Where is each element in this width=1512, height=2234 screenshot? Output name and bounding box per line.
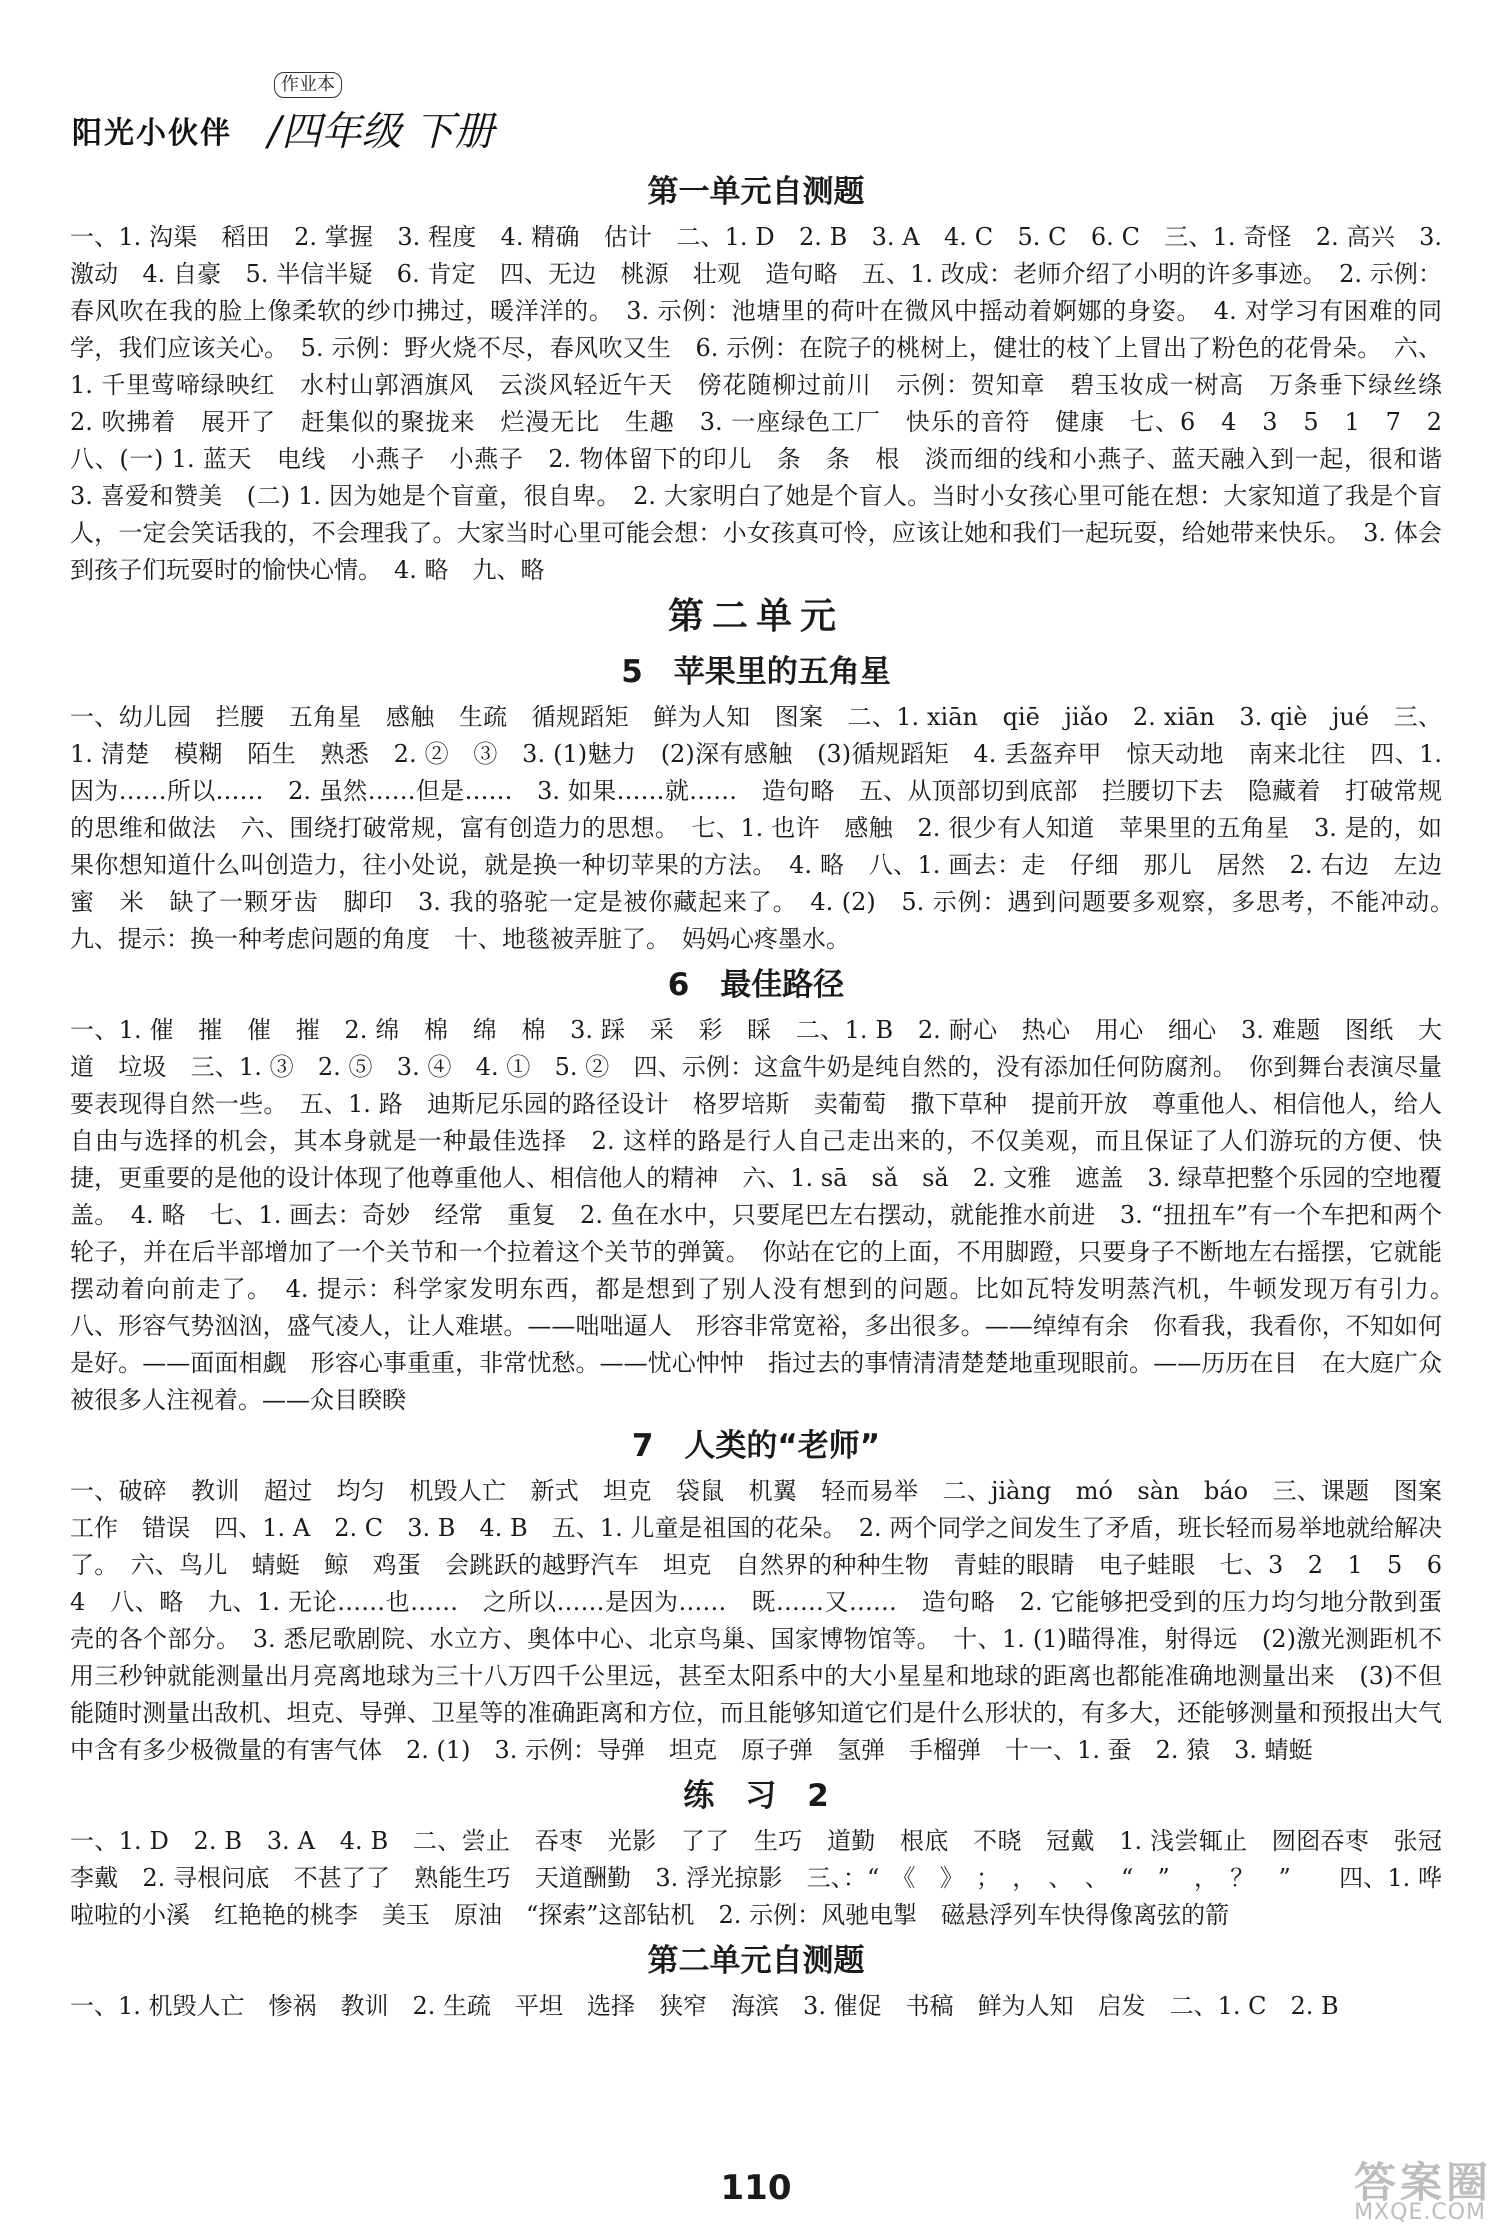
workbook-tag: 作业本 <box>274 72 342 98</box>
section-title-lesson7: 7 人类的“老师” <box>631 1428 881 1464</box>
answers-unit2-test: 一、1. 机毁人亡 惨祸 教训 2. 生疏 平坦 选择 狭窄 海滨 3. 催促 书稿 鲜为人知 启发 二、1. C 2. B <box>70 1992 1339 2020</box>
answers-lesson5: 一、幼儿园 拦腰 五角星 感触 生疏 循规蹈矩 鲜为人知 图案 二、1. xiān qiē jiǎo 2. xiān 3. qiè jué 三、1. 清楚 模糊 陌生 熟悉 2. ② ③ 3. (1)魅力 (2)深有感触 (3)循规蹈矩 4. 丢盔弃甲 惊天动地 南来北往 四、1. 因为……所以…… 2. 虽然……但是…… 3. 如果……就…… 造句略 五、从顶部切到底部 拦腰切下去 隐藏着 打破常规的思维和做法 六、围绕打破常规，富有创造力的思想。 七、1. 也许 感触 2. 很少有人知道 苹果里的五角星 3. 是的，如果你想知道什么叫创造力，往小处说，就是换一种切苹果的方法。 4. 略 八、1. 画去：走 仔细 那儿 居然 2. 右边 左边 蜜 米 缺了一颗牙齿 脚印 3. 我的骆驼一定是被你藏起来了。 4. (2) 5. 示例：遇到问题要多观察，多思考，不能冲动。 九、提示：换一种考虑问题的角度 十、地毯被弄脏了。 妈妈心疼墨水。 <box>70 703 1466 953</box>
watermark-logo: 答案圈 <box>1353 2158 1492 2207</box>
watermark <box>1262 2150 1492 2230</box>
grade-label: /四年级 下册 <box>268 109 495 155</box>
answer-content <box>70 165 1466 2025</box>
watermark-url: MXQE.COM <box>1354 2200 1486 2225</box>
section-title-unit1-test: 第一单元自测题 <box>647 174 865 210</box>
answers-lesson6: 一、1. 催 摧 催 摧 2. 绵 棉 绵 棉 3. 踩 采 彩 睬 二、1. B 2. 耐心 热心 用心 细心 3. 难题 图纸 大道 垃圾 三、1. ③ 2. ⑤ 3. ④ 4. ① 5. ② 四、示例：这盒牛奶是纯自然的，没有添加任何防腐剂。 你到舞台表演尽量要表现得自然一些。 五、1. 路 迪斯尼乐园的路径设计 格罗培斯 卖葡萄 撒下草种 提前开放 尊重他人、相信他人，给人自由与选择的机会，其本身就是一种最佳选择 2. 这样的路是行人自己走出来的，不仅美观，而且保证了人们游玩的方便、快捷，更重要的是他的设计体现了他尊重他人、相信他人的精神 六、1. sā sǎ sǎ 2. 文雅 遮盖 3. 绿草把整个乐园的空地覆盖。 4. 略 七、1. 画去：奇妙 经常 重复 2. 鱼在水中，只要尾巴左右摆动，就能推水前进 3. “扭扭车”有一个车把和两个轮子，并在后半部增加了一个关节和一个拉着这个关节的弹簧。 你站在它的上面，不用脚蹬，只要身子不断地左右摇摆，它就能摆动着向前走了。 4. 提示：科学家发明东西，都是想到了别人没有想到的问题。比如瓦特发明蒸汽机，牛顿发现万有引力。 八、形容气势汹汹，盛气凌人，让人难堪。——咄咄逼人 形容非常宽裕，多出很多。——绰绰有余 你看我，我看你，不知如何是好。——面面相觑 形容心事重重，非常忧愁。——忧心忡忡 指过去的事情清清楚楚地重现眼前。——历历在目 在大庭广众被很多人注视着。——众目睽睽 <box>70 1016 1466 1414</box>
answers-practice2: 一、1. D 2. B 3. A 4. B 二、尝止 吞枣 光影 了了 生巧 道勤 根底 不晓 冠戴 1. 浅尝辄止 囫囵吞枣 张冠李戴 2. 寻根问底 不甚了了 熟能生巧 天道酬勤 3. 浮光掠影 三、：“ 《 》 ； ， 、 、 “ ” ， ？ ” 四、1. 哗啦啦的小溪 红艳艳的桃李 美玉 原油 “探索”这部钻机 2. 示例：风驰电掣 磁悬浮列车快得像离弦的箭 <box>70 1827 1442 1929</box>
section-title-lesson6: 6 最佳路径 <box>667 967 845 1003</box>
brand-title: 阳光小伙伴 <box>72 116 232 151</box>
answers-lesson7: 一、破碎 教训 超过 均匀 机毁人亡 新式 坦克 袋鼠 机翼 轻而易举 二、jiàng mó sàn báo 三、课题 图案 工作 错误 四、1. A 2. C 3. B 4. B 五、1. 儿童是祖国的花朵。 2. 两个同学之间发生了矛盾，班长轻而易举地就给解决了。 六、鸟儿 蜻蜓 鲸 鸡蛋 会跳跃的越野汽车 坦克 自然界的种种生物 青蛙的眼睛 电子蛙眼 七、3 2 1 5 6 4 八、略 九、1. 无论……也…… 之所以……是因为…… 既……又…… 造句略 2. 它能够把受到的压力均匀地分散到蛋壳的各个部分。 3. 悉尼歌剧院、水立方、奥体中心、北京鸟巢、国家博物馆等。 十、1. (1)瞄得准，射得远 (2)激光测距机不用三秒钟就能测量出月亮离地球为三十八万四千公里远，甚至太阳系中的大小星星和地球的距离也都能准确地测量出来 (3)不但能随时测量出敌机、坦克、导弹、卫星等的准确距离和方位，而且能够知道它们是什么形状的，有多大，还能够测量和预报出大气中含有多少极微量的有害气体 2. (1) 3. 示例：导弹 坦克 原子弹 氢弹 手榴弹 十一、1. 蚕 2. 猿 3. 蜻蜓 <box>70 1477 1466 1764</box>
page-number: 110 <box>720 2168 792 2208</box>
section-title-practice2: 练 习 2 <box>683 1778 829 1814</box>
section-title-unit2-test: 第二单元自测题 <box>647 1943 865 1979</box>
unit-heading-unit2: 第二单元 <box>667 596 844 637</box>
page-header <box>72 72 772 155</box>
section-title-lesson5: 5 苹果里的五角星 <box>621 654 891 690</box>
answers-unit1-test: 一、1. 沟渠 稻田 2. 掌握 3. 程度 4. 精确 估计 二、1. D 2. B 3. A 4. C 5. C 6. C 三、1. 奇怪 2. 高兴 3. 激动 4. 自豪 5. 半信半疑 6. 肯定 四、无边 桃源 壮观 造句略 五、1. 改成：老师介绍了小明的许多事迹。 2. 示例：春风吹在我的脸上像柔软的纱巾拂过，暖洋洋的。 3. 示例：池塘里的荷叶在微风中摇动着婀娜的身姿。 4. 对学习有困难的同学，我们应该关心。 5. 示例：野火烧不尽，春风吹又生 6. 示例：在院子的桃树上，健壮的枝丫上冒出了粉色的花骨朵。 六、1. 千里莺啼绿映红 水村山郭酒旗风 云淡风轻近午天 傍花随柳过前川 示例：贺知章 碧玉妆成一树高 万条垂下绿丝绦 2. 吹拂着 展开了 赶集似的聚拢来 烂漫无比 生趣 3. 一座绿色工厂 快乐的音符 健康 七、6 4 3 5 1 7 2 八、(一) 1. 蓝天 电线 小燕子 小燕子 2. 物体留下的印儿 条 条 根 淡而细的线和小燕子、蓝天融入到一起，很和谐 3. 喜爱和赞美 (二) 1. 因为她是个盲童，很自卑。 2. 大家明白了她是个盲人。当时小女孩心里可能在想：大家知道了我是个盲人，一定会笑话我的，不会理我了。大家当时心里可能会想：小女孩真可怜，应该让她和我们一起玩耍，给她带来快乐。 3. 体会到孩子们玩耍时的愉快心情。 4. 略 九、略 <box>70 223 1466 584</box>
